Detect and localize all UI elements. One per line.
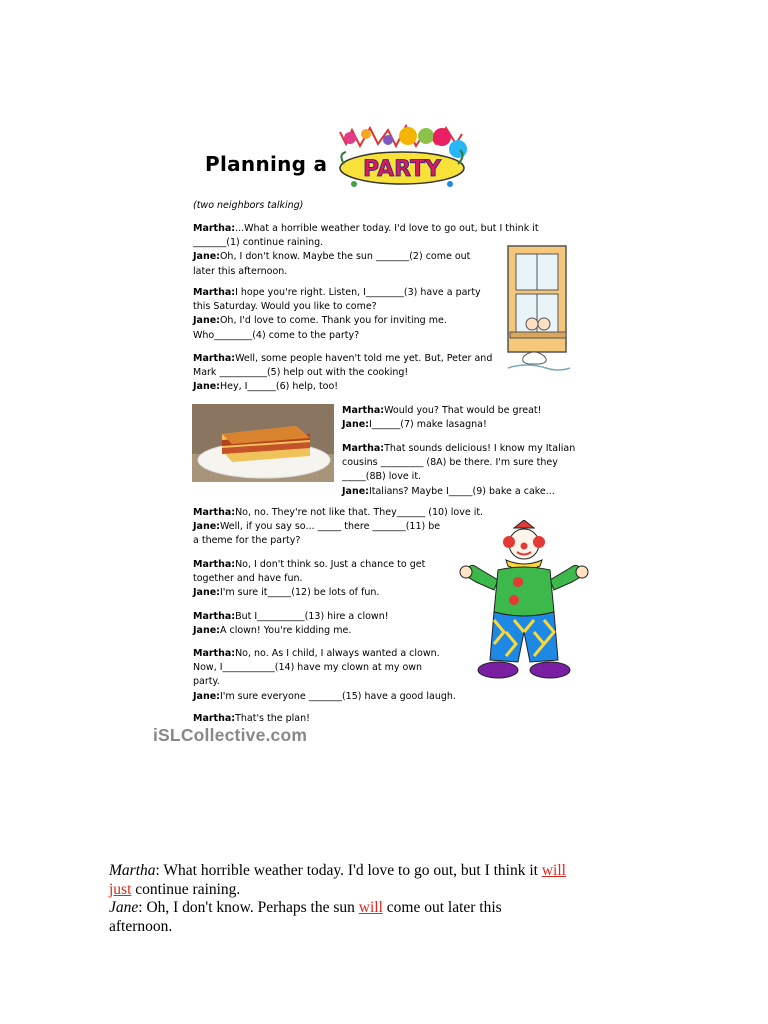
answer-speaker-martha: Martha [109,862,156,879]
dialogue-block-3 [193,352,492,395]
speaker-martha: Martha: [193,287,236,298]
dialogue-block-7 [193,558,425,601]
speaker-jane: Jane: [193,521,220,533]
speaker-jane: Jane: [193,381,220,393]
dialogue-line: Well, if you say so... _____ there _______(11) be [219,521,441,533]
dialogue-line: ...What a horrible weather today. I'd love to go out, but I think it [235,223,539,234]
dialogue-line: later this afternoon. [193,265,288,277]
speaker-martha: Martha: [193,353,236,364]
dialogue-line: Now, I___________(14) have my clown at my own [193,662,423,674]
speaker-jane: Jane: [193,315,220,327]
speaker-martha: Martha: [342,405,385,416]
dialogue-line: together and have fun. [193,573,303,585]
speaker-jane: Jane: [342,485,369,497]
party-logo-text: PARTY [362,157,442,182]
dialogue-line: Would you? That would be great! [384,405,542,416]
speaker-martha: Martha: [193,223,236,234]
speaker-martha: Martha: [342,443,385,454]
answer-text: come out later this [382,899,502,917]
speaker-martha: Martha: [193,559,236,570]
speaker-jane: Jane: [342,419,369,431]
dialogue-line: _____(8B) love it. [342,471,422,483]
dialogue-line: I hope you're right. Listen, I________(3) have a party [235,287,481,298]
dialogue-line: a theme for the party? [193,535,301,547]
dialogue-line: Who________(4) come to the party? [193,329,360,341]
speaker-martha: Martha: [193,611,236,622]
dialogue-line: Italians? Maybe I_____(9) bake a cake... [368,485,555,497]
clown-illustration [458,520,590,688]
dialogue-line: this Saturday. Would you like to come? [193,301,377,313]
worksheet-subtitle: (two neighbors talking) [193,200,304,211]
dialogue-line: Hey, I______(6) help, too! [219,381,339,393]
dialogue-line: party. [193,676,220,688]
dialogue-line: That's the plan! [235,713,310,724]
dialogue-line: That sounds delicious! I know my Italian [384,443,576,454]
dialogue-line: I______(7) make lasagna! [368,419,487,431]
dialogue-line: I'm sure it_____(12) be lots of fun. [219,587,380,599]
answer-text: afternoon. [109,917,173,935]
dialogue-block-4 [342,404,541,432]
dialogue-line: No, I don't think so. Just a chance to get [235,559,426,570]
speaker-martha: Martha: [193,507,236,518]
answer-text: : Oh, I don't know. Perhaps the sun [138,899,359,917]
dialogue-block-2 [193,286,481,343]
dialogue-line: No, no. As I child, I always wanted a clown. [235,648,440,659]
dialogue-line: Well, some people haven't told me yet. But, Peter and [235,353,493,364]
dialogue-line: But I__________(13) hire a clown! [235,611,389,622]
dialogue-line: Oh, I don't know. Maybe the sun _______(2) come out [219,251,471,263]
worksheet-title: Planning a [205,152,328,176]
dialogue-block-9 [193,647,456,704]
dialogue-block-8 [193,610,389,638]
dialogue-line: cousins _________ (8A) be there. I'm sure they [342,457,558,469]
dialogue-line: Oh, I'd love to come. Thank you for inviting me. [219,315,447,327]
answer-highlight: just [109,880,132,898]
answer-text: continue raining. [131,880,241,898]
answer-speaker-jane: Jane [109,899,139,917]
dialogue-block-1 [193,222,539,279]
speaker-martha: Martha: [193,713,236,724]
answer-key [109,862,566,936]
watermark: iSLCollective.com [153,725,308,745]
window-illustration [506,244,572,374]
speaker-jane: Jane: [193,251,220,263]
dialogue-line: Mark __________(5) help out with the cooking! [193,367,409,379]
dialogue-line: I'm sure everyone _______(15) have a good laugh. [219,690,456,702]
dialogue-line: A clown! You're kidding me. [219,625,352,637]
party-logo-image [330,124,468,192]
speaker-jane: Jane: [193,587,220,599]
speaker-martha: Martha: [193,648,236,659]
dialogue-block-6 [193,506,483,549]
answer-highlight: will [541,862,566,879]
lasagna-image [192,404,334,482]
dialogue-line: No, no. They're not like that. They______ (10) love it. [235,507,484,518]
dialogue-line: _______(1) continue raining. [193,237,324,249]
dialogue-block-5 [342,442,575,499]
speaker-jane: Jane: [193,625,220,637]
answer-text: : What horrible weather today. I'd love to go out, but I think it [155,862,542,879]
speaker-jane: Jane: [193,690,220,702]
answer-highlight: will [358,899,383,917]
